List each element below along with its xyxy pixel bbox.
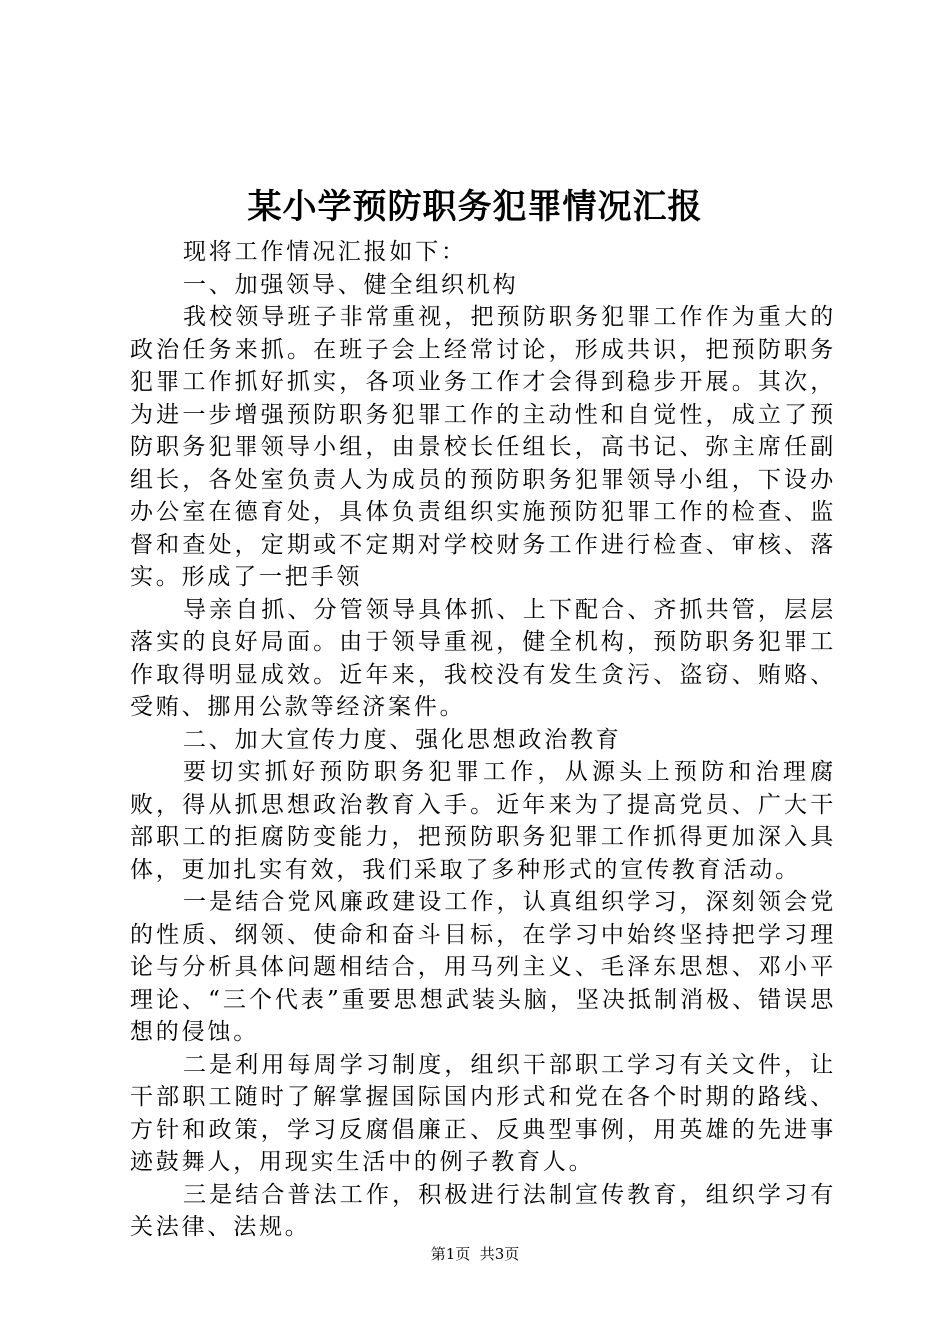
page-footer [0, 1244, 950, 1264]
body-paragraph: 要切实抓好预防职务犯罪工作，从源头上预防和治理腐败，得从抓思想政治教育入手。近年来为了提高党员、广大干部职工的拒腐防变能力，把预防职务犯罪工作抓得更加深入具体，更加扎实有效，我们采取了多种形式的宣传教育活动。 [130, 759, 836, 883]
body-paragraph: 二是利用每周学习制度，组织干部职工学习有关文件，让干部职工随时了解掌握国际国内形式和党在各个时期的路线、方针和政策，学习反腐倡廉正、反典型事例，用英雄的先进事迹鼓舞人，用现实生活中的例子教育人。 [130, 1051, 836, 1175]
body-paragraph: 三是结合普法工作，积极进行法制宣传教育，组织学习有关法律、法规。 [130, 1181, 836, 1240]
body-paragraph: 导亲自抓、分管领导具体抓、上下配合、齐抓共管，层层落实的良好局面。由于领导重视，健全机构，预防职务犯罪工作取得明显成效。近年来，我校没有发生贪污、盗窃、贿赂、受贿、挪用公款等经济案件。 [130, 596, 836, 720]
body-paragraph: 现将工作情况汇报如下： [183, 239, 467, 265]
body-paragraph: 我校领导班子非常重视，把预防职务犯罪工作作为重大的政治任务来抓。在班子会上经常讨论，形成共识，把预防职务犯罪工作抓好抓实，各项业务工作才会得到稳步开展。其次，为进一步增强预防职务犯罪工作的主动性和自觉性，成立了预防职务犯罪领导小组，由景校长任组长，高书记、弥主席任副组长，各处室负责人为成员的预防职务犯罪领导小组，下设办办公室在德育处，具体负责组织实施预防犯罪工作的检查、监督和查处，定期或不定期对学校财务工作进行检查、审核、落实。形成了一把手领 [130, 304, 836, 590]
page-number-label: 第1页 共3页 [430, 1245, 520, 1263]
document-title: 某小学预防职务犯罪情况汇报 [247, 187, 703, 227]
section-heading: 一、加强领导、健全组织机构 [183, 271, 519, 298]
document-body [130, 236, 836, 1244]
section-heading: 二、加大宣传力度、强化思想政治教育 [183, 726, 622, 753]
body-paragraph: 一是结合党风廉政建设工作，认真组织学习，深刻领会党的性质、纲领、使命和奋斗目标，在学习中始终坚持把学习理论与分析具体问题相结合，用马列主义、毛泽东思想、邓小平理论、“三个代表”重要思想武装头脑，坚决抵制消极、错误思想的侵蚀。 [130, 889, 836, 1045]
